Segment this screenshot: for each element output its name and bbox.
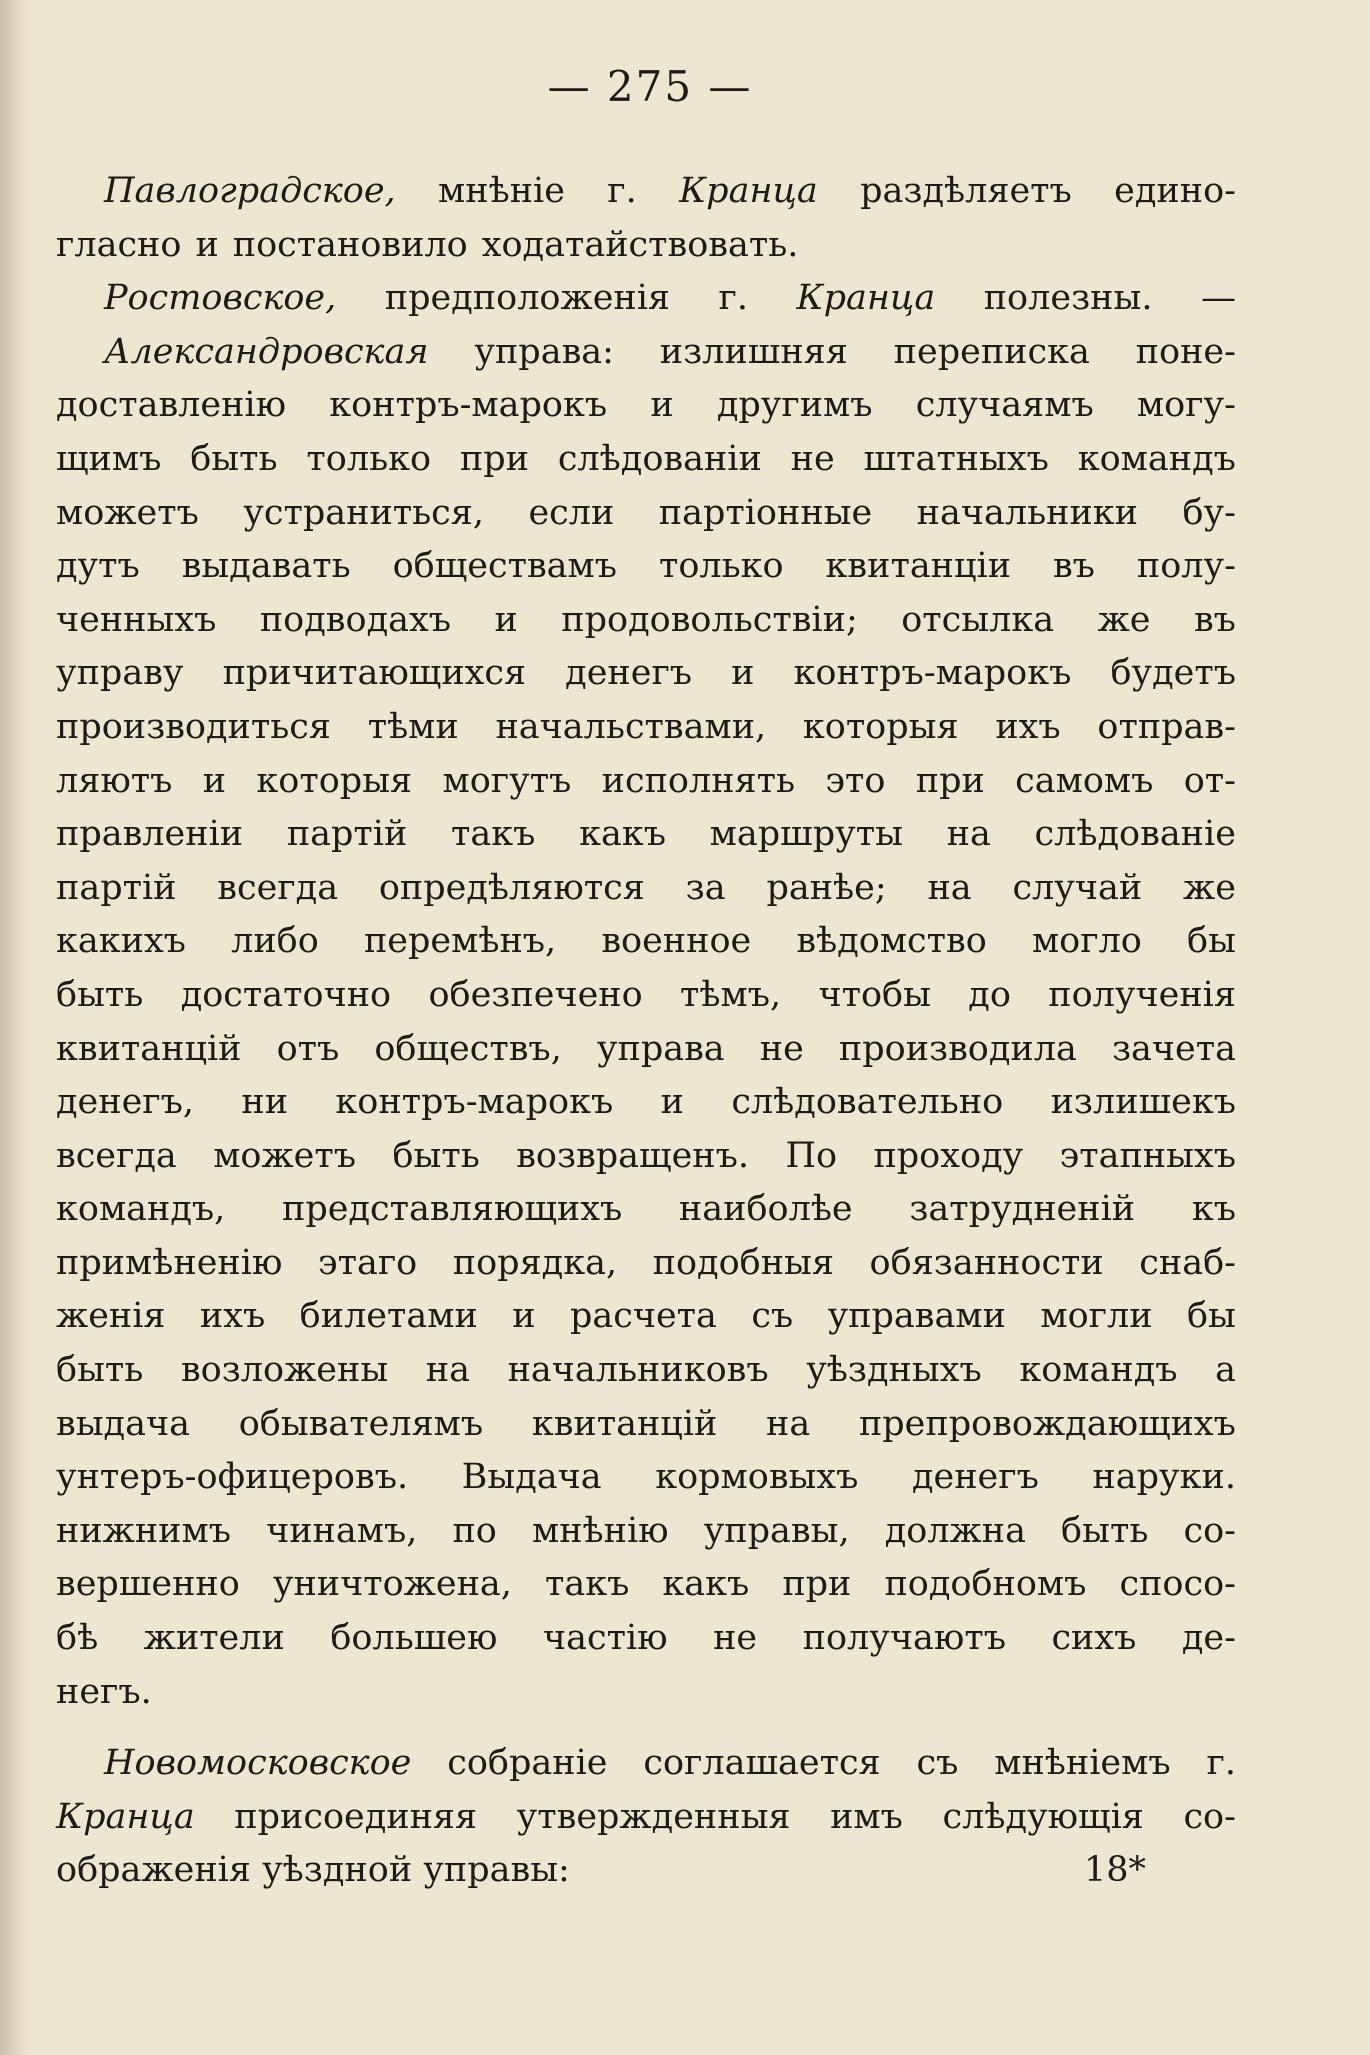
word: де- bbox=[1181, 1618, 1236, 1659]
word: подобномъ bbox=[884, 1564, 1087, 1605]
word: могло bbox=[1031, 921, 1142, 962]
word: опредѣляются bbox=[378, 867, 645, 908]
word: денегъ bbox=[565, 653, 693, 694]
word: начальники bbox=[916, 492, 1139, 533]
word: могли bbox=[1040, 1296, 1153, 1337]
word: такъ bbox=[451, 814, 536, 855]
word: самомъ bbox=[1015, 760, 1154, 801]
word: присоединяя bbox=[234, 1796, 478, 1837]
word: такъ bbox=[544, 1564, 630, 1605]
word: кормовыхъ bbox=[655, 1457, 859, 1498]
word: ихъ bbox=[199, 1296, 266, 1337]
word: и bbox=[195, 224, 219, 265]
word: и bbox=[731, 653, 755, 694]
word: мнѣніемъ bbox=[994, 1743, 1171, 1784]
italic-word: Ростовское, bbox=[104, 278, 337, 319]
word: за bbox=[685, 867, 726, 908]
word: спосо- bbox=[1119, 1564, 1236, 1605]
word: подобныя bbox=[652, 1242, 834, 1283]
text-line bbox=[56, 379, 1236, 433]
word: вершенно bbox=[56, 1564, 240, 1605]
word: мнѣнію bbox=[531, 1510, 669, 1551]
word: снаб- bbox=[1139, 1242, 1236, 1283]
word: г. bbox=[607, 171, 637, 211]
word: постановило bbox=[232, 224, 468, 265]
word: полу- bbox=[1136, 546, 1236, 587]
word: вѣдомство bbox=[796, 921, 987, 962]
text-line bbox=[56, 1451, 1236, 1505]
paragraph-gap bbox=[56, 1719, 1236, 1737]
text-line bbox=[56, 1505, 1236, 1559]
word: а bbox=[1215, 1350, 1236, 1391]
word: управы, bbox=[703, 1510, 850, 1551]
text-line bbox=[56, 1558, 1236, 1612]
word: женія bbox=[56, 1296, 166, 1337]
word: только bbox=[658, 546, 784, 587]
word: и bbox=[660, 1082, 684, 1123]
text-line bbox=[56, 1844, 1236, 1898]
word: этаго bbox=[317, 1242, 418, 1283]
word: чинамъ, bbox=[266, 1510, 418, 1551]
word: командъ bbox=[1019, 1350, 1178, 1391]
word: бу- bbox=[1182, 492, 1236, 533]
word: управами bbox=[827, 1296, 1006, 1337]
word: продовольствіи; bbox=[561, 599, 858, 640]
word: же bbox=[1183, 867, 1236, 908]
word: всегда bbox=[56, 1135, 177, 1176]
word: отъ bbox=[276, 1028, 340, 1069]
word: негъ. bbox=[56, 1671, 152, 1712]
word: и bbox=[512, 1296, 536, 1337]
word: предположенія bbox=[384, 278, 671, 319]
word: собраніе bbox=[447, 1743, 608, 1784]
word: управы: bbox=[423, 1850, 570, 1891]
word: уѣздныхъ bbox=[806, 1350, 982, 1391]
word: поне- bbox=[1135, 331, 1236, 372]
italic-word: Павлоградское, bbox=[104, 171, 396, 211]
word: могутъ bbox=[442, 760, 572, 801]
word: партій bbox=[286, 814, 408, 855]
word: при bbox=[915, 760, 985, 801]
word: — bbox=[1201, 278, 1236, 319]
page-number: — 275 — bbox=[547, 62, 753, 111]
text-line bbox=[56, 1237, 1236, 1291]
word: управа: bbox=[474, 331, 614, 372]
word: можетъ bbox=[56, 492, 199, 533]
text-line bbox=[56, 1130, 1236, 1184]
word: перемѣнъ, bbox=[363, 921, 557, 962]
italic-word: Новомосковское bbox=[104, 1743, 412, 1784]
word: ни bbox=[241, 1082, 289, 1123]
text-line bbox=[56, 915, 1236, 969]
word: уничтожена, bbox=[272, 1564, 512, 1605]
text-line bbox=[56, 1344, 1236, 1398]
word: устраниться, bbox=[243, 492, 484, 533]
word: ляютъ bbox=[56, 760, 173, 801]
word: щимъ bbox=[56, 438, 162, 479]
word: излишекъ bbox=[1050, 1082, 1236, 1123]
word: г. bbox=[718, 278, 748, 319]
word: производиться bbox=[56, 706, 331, 747]
text-line bbox=[56, 433, 1236, 487]
word: исполнять bbox=[601, 760, 796, 801]
word: контръ-марокъ bbox=[335, 1082, 614, 1123]
word: от- bbox=[1183, 760, 1236, 801]
word: случаямъ bbox=[915, 385, 1094, 426]
word: слѣдованіе bbox=[1034, 814, 1236, 855]
word: быть bbox=[1061, 1510, 1149, 1551]
text-line bbox=[56, 1737, 1236, 1791]
word: на bbox=[946, 814, 991, 855]
text-line bbox=[56, 1076, 1236, 1130]
word: ображенія bbox=[56, 1850, 251, 1891]
text-line bbox=[56, 487, 1236, 541]
text-line bbox=[56, 540, 1236, 594]
text-line bbox=[56, 862, 1236, 916]
text-line bbox=[56, 1612, 1236, 1666]
text-line bbox=[56, 755, 1236, 809]
word: военное bbox=[601, 921, 752, 962]
word: выдача bbox=[56, 1403, 190, 1444]
word: слѣдовательно bbox=[731, 1082, 1004, 1123]
text-line bbox=[56, 701, 1236, 755]
word: которыя bbox=[802, 706, 959, 747]
word: не bbox=[713, 1618, 758, 1659]
word: въ bbox=[1193, 599, 1236, 640]
word: уѣздной bbox=[262, 1850, 413, 1891]
word: полученія bbox=[1048, 974, 1236, 1015]
word: отсылка bbox=[901, 599, 1055, 640]
word: зачета bbox=[1111, 1028, 1236, 1069]
word: на bbox=[766, 1403, 811, 1444]
word: маршруты bbox=[709, 814, 903, 855]
word: имъ bbox=[830, 1796, 903, 1837]
text-line bbox=[56, 1398, 1236, 1452]
text-line bbox=[56, 1666, 1236, 1720]
word: ранѣе; bbox=[766, 867, 887, 908]
word: командъ, bbox=[56, 1189, 226, 1230]
italic-word: Кранца bbox=[56, 1796, 195, 1837]
word: порядка, bbox=[452, 1242, 618, 1283]
text-line bbox=[56, 1290, 1236, 1344]
word: на bbox=[927, 867, 972, 908]
text-line bbox=[56, 165, 1236, 219]
text-line bbox=[56, 808, 1236, 862]
text-line bbox=[56, 1023, 1236, 1077]
word: бы bbox=[1187, 921, 1236, 962]
word: съ bbox=[751, 1296, 794, 1337]
word: контръ-марокъ bbox=[793, 653, 1072, 694]
word: соглашается bbox=[643, 1743, 881, 1784]
word: квитанцій bbox=[56, 1028, 242, 1069]
word: быть bbox=[392, 1135, 480, 1176]
word: едино- bbox=[1114, 171, 1236, 211]
word: только bbox=[306, 438, 432, 479]
text-line bbox=[56, 969, 1236, 1023]
italic-word: Кранца bbox=[796, 278, 936, 319]
text-line bbox=[56, 594, 1236, 648]
word: жители bbox=[143, 1618, 285, 1659]
word: причитающихся bbox=[222, 653, 527, 694]
word: возвращенъ. bbox=[516, 1135, 750, 1176]
word: слѣдующія bbox=[942, 1796, 1144, 1837]
word: примѣненію bbox=[56, 1242, 283, 1283]
text-line bbox=[56, 326, 1236, 380]
page-gutter-shadow bbox=[0, 0, 28, 2055]
word: въ bbox=[1052, 546, 1095, 587]
word: съ bbox=[916, 1743, 959, 1784]
word: обществамъ bbox=[392, 546, 618, 587]
text-line bbox=[56, 272, 1236, 326]
word: квитанціи bbox=[825, 546, 1012, 587]
word: должна bbox=[884, 1510, 1026, 1551]
word: бѣ bbox=[56, 1618, 99, 1659]
word: отправ- bbox=[1097, 706, 1236, 747]
word: не bbox=[759, 1028, 804, 1069]
word: при bbox=[782, 1564, 852, 1605]
word: партій bbox=[56, 867, 177, 908]
word: тѣми bbox=[367, 706, 459, 747]
word: контръ-марокъ bbox=[329, 385, 608, 426]
word: какъ bbox=[579, 814, 666, 855]
word: же bbox=[1097, 599, 1151, 640]
word: большею bbox=[330, 1618, 498, 1659]
word: затрудненій bbox=[909, 1189, 1136, 1230]
word: если bbox=[528, 492, 615, 533]
italic-word: Александровская bbox=[104, 331, 429, 372]
word: представляющихъ bbox=[282, 1189, 623, 1230]
word: получаютъ bbox=[802, 1618, 1006, 1659]
word: сихъ bbox=[1051, 1618, 1137, 1659]
word: случай bbox=[1012, 867, 1143, 908]
word: какихъ bbox=[56, 921, 186, 962]
word: гласно bbox=[56, 224, 182, 265]
word: дутъ bbox=[56, 546, 140, 587]
word: быть bbox=[56, 974, 144, 1015]
word: подводахъ bbox=[259, 599, 451, 640]
word: этапныхъ bbox=[1059, 1135, 1236, 1176]
word: доставленію bbox=[56, 385, 287, 426]
word: до bbox=[968, 974, 1011, 1015]
word: бы bbox=[1186, 1296, 1236, 1337]
word: унтеръ-офицеровъ. bbox=[56, 1457, 409, 1498]
word: и bbox=[494, 599, 518, 640]
word: которыя bbox=[256, 760, 413, 801]
word: переписка bbox=[893, 331, 1090, 372]
word: квитанцій bbox=[531, 1403, 718, 1444]
word: по bbox=[452, 1510, 497, 1551]
word: наруки. bbox=[1092, 1457, 1236, 1498]
word: либо bbox=[231, 921, 319, 962]
word: наиболѣе bbox=[678, 1189, 853, 1230]
text-line bbox=[56, 1791, 1236, 1845]
word: ченныхъ bbox=[56, 599, 217, 640]
word: какъ bbox=[662, 1564, 750, 1605]
word: билетами bbox=[299, 1296, 478, 1337]
word: это bbox=[825, 760, 886, 801]
word: излишняя bbox=[659, 331, 848, 372]
word: ихъ bbox=[995, 706, 1061, 747]
word: утвержденныя bbox=[516, 1796, 791, 1837]
word: ходатайствовать. bbox=[481, 224, 799, 265]
word: По bbox=[785, 1135, 838, 1176]
word: тѣмъ, bbox=[680, 974, 782, 1015]
word: обывателямъ bbox=[238, 1403, 484, 1444]
word: со- bbox=[1183, 1796, 1236, 1837]
word: управу bbox=[56, 653, 184, 694]
word: выдавать bbox=[181, 546, 351, 587]
word: и bbox=[650, 385, 674, 426]
word: могу- bbox=[1136, 385, 1236, 426]
text-line bbox=[56, 219, 1236, 273]
word: мнѣніе bbox=[438, 171, 565, 211]
word: быть bbox=[56, 1350, 144, 1391]
word: на bbox=[425, 1350, 470, 1391]
text-line bbox=[56, 647, 1236, 701]
word: обществъ, bbox=[374, 1028, 562, 1069]
word: партіонные bbox=[658, 492, 873, 533]
word: и bbox=[202, 760, 227, 801]
word: слѣдованіи bbox=[557, 438, 762, 479]
word: можетъ bbox=[213, 1135, 357, 1176]
signature-mark: 18* bbox=[1083, 1850, 1146, 1891]
word: производила bbox=[838, 1028, 1077, 1069]
word: при bbox=[459, 438, 529, 479]
word: денегъ, bbox=[56, 1082, 195, 1123]
word: со- bbox=[1183, 1510, 1236, 1551]
word: другимъ bbox=[716, 385, 873, 426]
word: Выдача bbox=[461, 1457, 602, 1498]
word: препровождающихъ bbox=[858, 1403, 1236, 1444]
word: проходу bbox=[873, 1135, 1024, 1176]
italic-word: Кранца bbox=[679, 171, 818, 211]
text-line bbox=[56, 1183, 1236, 1237]
word: начальниковъ bbox=[507, 1350, 769, 1391]
word: начальствами, bbox=[495, 706, 767, 747]
word: расчета bbox=[569, 1296, 717, 1337]
word: будетъ bbox=[1110, 653, 1236, 694]
word: не bbox=[790, 438, 835, 479]
word: денегъ bbox=[911, 1457, 1039, 1498]
word: управа bbox=[596, 1028, 725, 1069]
word: полезны. bbox=[983, 278, 1153, 319]
word: штатныхъ bbox=[863, 438, 1049, 479]
word: достаточно bbox=[180, 974, 392, 1015]
word: раздѣляетъ bbox=[860, 171, 1072, 211]
word: быть bbox=[190, 438, 278, 479]
word: обязанности bbox=[869, 1242, 1104, 1283]
word: къ bbox=[1191, 1189, 1236, 1230]
word: возложены bbox=[180, 1350, 389, 1391]
word: правленіи bbox=[56, 814, 244, 855]
word: чтобы bbox=[818, 974, 931, 1015]
word: командъ bbox=[1077, 438, 1236, 479]
word: частію bbox=[542, 1618, 668, 1659]
word: обезпечено bbox=[428, 974, 643, 1015]
word: г. bbox=[1206, 1743, 1236, 1784]
body-text bbox=[56, 165, 1236, 1898]
word: всегда bbox=[217, 867, 339, 908]
word: нижнимъ bbox=[56, 1510, 231, 1551]
